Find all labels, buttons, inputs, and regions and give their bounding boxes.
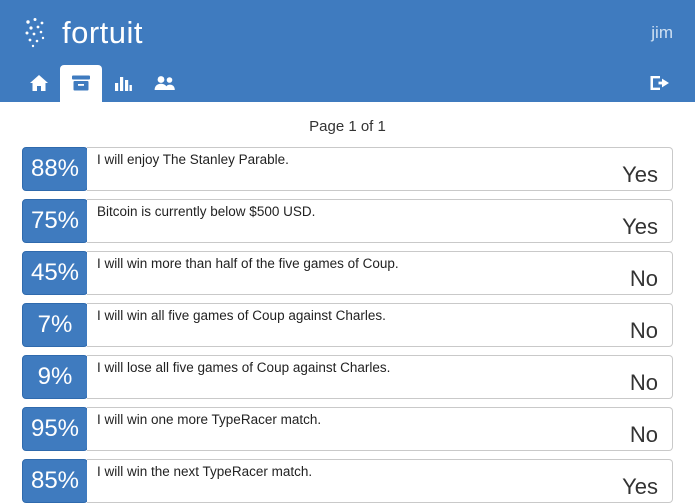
prediction-claim: I will win all five games of Coup against Charles.	[97, 308, 386, 323]
prediction-body	[87, 407, 673, 451]
prediction-answer: No	[629, 318, 658, 343]
prediction-row[interactable]	[22, 407, 673, 451]
prediction-row[interactable]	[22, 147, 673, 191]
prediction-row[interactable]	[22, 459, 673, 503]
prediction-row[interactable]	[22, 199, 673, 243]
nav-predictions[interactable]	[60, 65, 102, 102]
logout-button[interactable]	[647, 70, 673, 96]
prediction-body	[87, 355, 673, 399]
confidence-badge: 88%	[22, 147, 88, 191]
prediction-body	[87, 303, 673, 347]
nav-friends[interactable]	[144, 65, 186, 102]
prediction-body	[87, 459, 673, 503]
prediction-row[interactable]	[22, 251, 673, 295]
confidence-badge: 75%	[22, 199, 88, 243]
prediction-claim: I will win more than half of the five games of Coup.	[97, 256, 399, 271]
confidence-badge: 45%	[22, 251, 88, 295]
prediction-body	[87, 251, 673, 295]
prediction-list	[0, 147, 695, 503]
icon-toolbar	[0, 65, 695, 102]
confidence-badge: 95%	[22, 407, 88, 451]
prediction-answer: Yes	[622, 162, 658, 187]
brand-name: fortuit	[62, 15, 144, 50]
prediction-answer: No	[629, 266, 658, 291]
user-name[interactable]: jim	[651, 22, 673, 42]
bar-chart-icon	[113, 74, 133, 92]
prediction-claim: I will lose all five games of Coup against Charles.	[97, 360, 391, 375]
page-indicator: Page 1 of 1	[309, 118, 386, 135]
prediction-answer: Yes	[622, 214, 658, 239]
top-navbar	[0, 0, 695, 65]
prediction-body	[87, 199, 673, 243]
prediction-answer: Yes	[622, 474, 658, 499]
prediction-claim: Bitcoin is currently below $500 USD.	[97, 204, 316, 219]
prediction-row[interactable]	[22, 355, 673, 399]
prediction-answer: No	[629, 422, 658, 447]
prediction-claim: I will win the next TypeRacer match.	[97, 464, 313, 479]
sparkle-logo-icon	[22, 16, 52, 50]
prediction-answer: No	[629, 370, 658, 395]
people-icon	[153, 74, 177, 92]
prediction-row[interactable]	[22, 303, 673, 347]
archive-icon	[71, 74, 91, 92]
nav-statistics[interactable]	[102, 65, 144, 102]
prediction-claim: I will enjoy The Stanley Parable.	[97, 152, 289, 167]
confidence-badge: 9%	[22, 355, 88, 399]
logout-icon	[649, 74, 671, 92]
confidence-badge: 85%	[22, 459, 88, 503]
prediction-body	[87, 147, 673, 191]
confidence-badge: 7%	[22, 303, 88, 347]
nav-home[interactable]	[18, 65, 60, 102]
prediction-claim: I will win one more TypeRacer match.	[97, 412, 322, 427]
home-icon	[29, 74, 49, 92]
brand[interactable]	[22, 16, 143, 50]
